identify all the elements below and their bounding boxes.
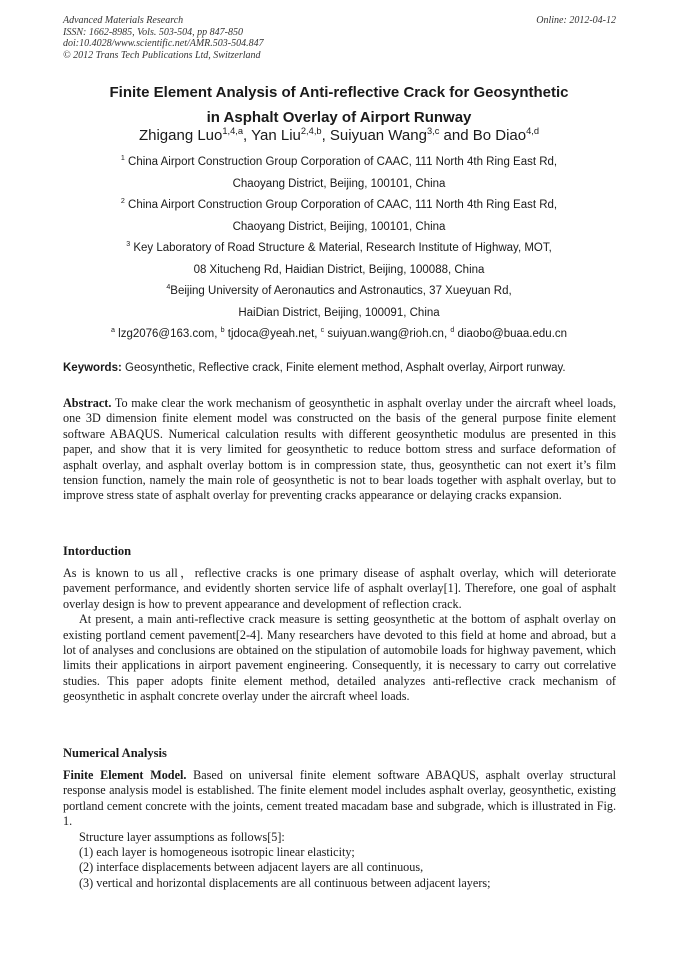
affiliation-line: Beijing University of Aeronautics and Astronautics, 37 Xueyuan Rd,	[170, 285, 512, 297]
author-name: Bo Diao	[472, 127, 527, 144]
affiliation-4	[40, 281, 638, 303]
assumption-item: (3) vertical and horizontal displacements are all continuous between adjacent layers;	[79, 875, 491, 890]
numerical-analysis-body	[63, 768, 616, 891]
journal-header	[63, 15, 616, 61]
affiliation-line: China Airport Construction Group Corporation of CAAC, 111 North 4th Ring East Rd,	[128, 199, 558, 211]
affiliation-2	[40, 195, 638, 217]
email-link[interactable]: diaobo@buaa.edu.cn	[457, 328, 568, 340]
journal-name: Advanced Materials Research	[63, 15, 184, 26]
affiliation-2-cont: Chaoyang District, Beijing, 100101, China	[232, 220, 446, 233]
abstract-text: To make clear the work mechanism of geosynthetic in asphalt overlay under the aircraft wheel loads, one 3D dimension finite element model was constructed on the basis of the general purpose finite element software ABAQUS. Numerical calculation results with different geosynthetic modulus are presented in this paper, and show that it is very limited for geosynthetic to reduce bottom stress and surface deformation of asphalt overlay, and asphalt overlay bottom is in compression state, thus, geosynthetic can not exert it’s film tension function, namely the main role of geosynthetic is not to bear loads together with asphalt overlay, but to improve stress state of asphalt overlay for preventing cracks appearance or delaying cracks expansion.	[63, 396, 616, 503]
email-marker: a	[110, 326, 115, 335]
assumption-item: (1) each layer is homogeneous isotropic linear elasticity;	[79, 845, 355, 860]
fem-label: Finite Element Model.	[63, 768, 187, 782]
author-separator: and	[439, 127, 473, 144]
doi-line: doi:10.4028/www.scientific.net/AMR.503-504.847	[63, 38, 264, 49]
author-separator: ,	[243, 127, 252, 144]
author-affiliation-marker: 4,d	[526, 126, 540, 136]
keywords-text: Geosynthetic, Reflective crack, Finite element method, Asphalt overlay, Airport runway.	[125, 362, 566, 374]
author-name: Yan Liu	[251, 127, 301, 144]
affiliation-number: 1	[120, 154, 125, 163]
author-affiliation-marker: 1,4,a	[222, 126, 244, 136]
affiliation-1-cont: Chaoyang District, Beijing, 100101, China	[232, 177, 446, 190]
keywords	[63, 360, 623, 376]
email-marker: c	[320, 326, 325, 335]
affiliation-number: 3	[126, 240, 131, 249]
affiliation-line: China Airport Construction Group Corporation of CAAC, 111 North 4th Ring East Rd,	[128, 156, 558, 168]
abstract-label: Abstract.	[63, 396, 112, 410]
affiliation-number: 4	[166, 283, 171, 292]
author-name: Zhigang Luo	[138, 127, 223, 144]
email-link[interactable]: lzg2076@163.com	[118, 328, 215, 340]
issn-line: ISSN: 1662-8985, Vols. 503-504, pp 847-850	[63, 26, 243, 38]
keywords-label: Keywords:	[63, 362, 122, 374]
email-list	[40, 324, 638, 346]
email-separator: ,	[314, 328, 321, 340]
paper-title	[40, 80, 638, 130]
abstract	[63, 396, 616, 504]
assumption-item: (2) interface displacements between adjacent layers are all continuous,	[79, 860, 424, 875]
title-line-1: Finite Element Analysis of Anti-reflective Crack for Geosynthetic	[109, 84, 569, 101]
intro-paragraph-2: At present, a main anti-reflective crack measure is setting geosynthetic at the bottom of asphalt overlay on existing portland cement pavement[2-4]. Many researchers have devoted to this field at home and abroad, but a lot of analyses and conclusions are obtained on the stipulation of automobile loads for highway pavement, which limits their applications in airport pavement engineering. Consequently, it is necessary to carry out correlative studies. This paper adopts finite element method, detailed analyzes anti-reflective crack mechanism of geosynthetic in asphalt concrete overlay under the aircraft wheel loads.	[63, 612, 616, 704]
email-link[interactable]: suiyuan.wang@rioh.cn	[327, 328, 444, 340]
author-affiliation-marker: 3,c	[426, 126, 440, 136]
email-marker: b	[220, 326, 225, 335]
email-marker: d	[450, 326, 455, 335]
affiliations	[40, 152, 638, 346]
assumptions-intro: Structure layer assumptions as follows[5]:	[79, 829, 285, 844]
email-separator: ,	[214, 328, 221, 340]
intro-paragraph-1: As is known to us all，reflective cracks is one primary disease of asphalt overlay, which will deteriorate pavement performance, and evidently shorten service life of asphalt overlay[1]. Therefore, one goal of asphalt overlay design is how to prevent appearance and development of reflection crack.	[63, 566, 616, 611]
copyright-line: © 2012 Trans Tech Publications Ltd, Switzerland	[63, 49, 261, 61]
email-link[interactable]: tjdoca@yeah.net	[227, 328, 315, 340]
affiliation-number: 2	[120, 197, 125, 206]
affiliation-4-cont: HaiDian District, Beijing, 100091, China	[238, 306, 440, 319]
author-list	[40, 126, 638, 146]
introduction-body	[63, 566, 616, 705]
affiliation-3	[40, 238, 638, 260]
fem-text: Based on universal finite element software ABAQUS, asphalt overlay structural response analysis model is established. The finite element model includes asphalt overlay, geosynthetic, existing portland cement concrete with the joints, cement treated macadam base and subgrade, which is illustrated in Fig. 1.	[63, 768, 616, 829]
affiliation-3-cont: 08 Xitucheng Rd, Haidian District, Beijing, 100088, China	[193, 263, 485, 276]
section-heading-introduction: Intorduction	[63, 544, 132, 558]
affiliation-line: Key Laboratory of Road Structure & Material, Research Institute of Highway, MOT,	[133, 242, 552, 254]
affiliation-1	[40, 152, 638, 174]
author-separator: ,	[321, 127, 330, 144]
online-date: Online: 2012-04-12	[536, 15, 616, 26]
section-heading-numerical-analysis: Numerical Analysis	[63, 746, 167, 760]
author-name: Suiyuan Wang	[329, 127, 427, 144]
email-separator: ,	[443, 328, 451, 340]
author-affiliation-marker: 2,4,b	[300, 126, 322, 136]
title-line-2: in Asphalt Overlay of Airport Runway	[206, 109, 472, 126]
